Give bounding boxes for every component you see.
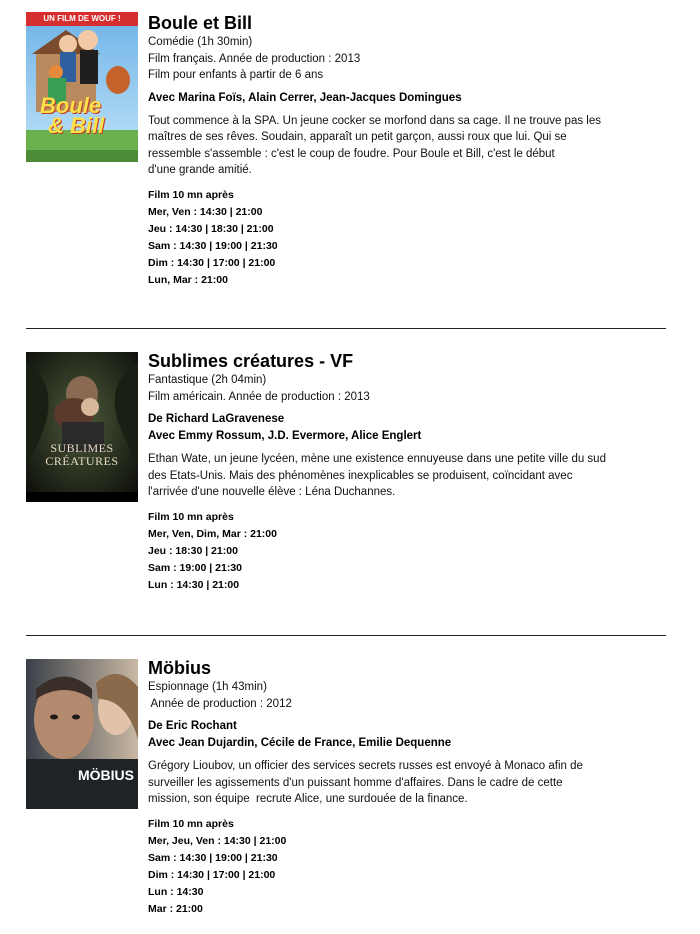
divider <box>26 635 666 636</box>
film-title[interactable]: Möbius <box>148 658 211 678</box>
film-production: Film américain. Année de production : 2013 <box>148 390 370 403</box>
film-director: De Eric Rochant <box>148 720 237 732</box>
poster-tagline: UN FILM DE WOUF ! <box>43 14 121 23</box>
showtime-row: Mer, Ven, Dim, Mar : 21:00 <box>148 527 277 540</box>
film-cast: Avec Jean Dujardin, Cécile de France, Emilie Dequenne <box>148 737 452 749</box>
film-genre: Comédie (1h 30min) <box>148 36 253 48</box>
synopsis-line: l'arrivée d'une nouvelle élève : Léna Duchannes. <box>148 486 396 498</box>
synopsis-line: d'une grande amitié. <box>148 164 252 176</box>
synopsis-line: maîtres de ses rêves. Soudain, apparaît un petit garçon, aussi roux que lui. Qui se <box>148 131 567 143</box>
showtimes-note: Film 10 mn après <box>148 510 234 523</box>
poster-art-icon <box>26 12 138 162</box>
showtime-row: Sam : 14:30 | 19:00 | 21:30 <box>148 239 278 252</box>
synopsis-line: surveiller les agissements d'un puissant homme d'affaires. Dans le cadre de cette <box>148 776 563 789</box>
film-production: Film français. Année de production : 2013 <box>148 52 361 65</box>
poster-image[interactable] <box>26 352 138 502</box>
synopsis-line: mission, son équipe recrute Alice, une surdouée de la finance. <box>148 793 468 805</box>
showtime-row: Lun : 14:30 | 21:00 <box>148 578 240 591</box>
showtimes-note: Film 10 mn après <box>148 188 234 201</box>
showtimes <box>148 187 700 289</box>
poster-image[interactable] <box>26 12 138 162</box>
showtime-row: Dim : 14:30 | 17:00 | 21:00 <box>148 256 276 269</box>
film-synopsis <box>148 451 700 501</box>
film-cast: Avec Marina Foïs, Alain Cerrer, Jean-Jacques Domingues <box>148 91 462 104</box>
poster-logo-line2: & Bill <box>48 113 105 138</box>
film-credits <box>148 718 700 752</box>
poster-logo-line1: SUBLIMES <box>50 441 114 455</box>
film-title[interactable]: Boule et Bill <box>148 13 253 33</box>
film-title[interactable]: Sublimes créatures - VF <box>148 351 354 371</box>
showtime-row: Mar : 21:00 <box>148 902 203 915</box>
showtime-row: Mer, Jeu, Ven : 14:30 | 21:00 <box>148 834 287 847</box>
showtime-row: Lun, Mar : 21:00 <box>148 273 228 286</box>
showtime-row: Jeu : 18:30 | 21:00 <box>148 544 238 557</box>
showtime-row: Lun : 14:30 <box>148 885 204 898</box>
synopsis-line: des Etats-Unis. Mais des phénomènes inexplicables se produisent, coïncidant avec <box>148 469 573 482</box>
film-genre: Espionnage (1h 43min) <box>148 681 267 693</box>
showtime-row: Dim : 14:30 | 17:00 | 21:00 <box>148 868 276 881</box>
synopsis-line: Ethan Wate, un jeune lycéen, mène une existence ennuyeuse dans une petite ville du sud <box>148 453 606 465</box>
showtimes-note: Film 10 mn après <box>148 817 234 830</box>
film-info <box>148 12 700 289</box>
film-production: Année de production : 2012 <box>148 697 292 710</box>
film-info <box>148 350 700 594</box>
film-director: De Richard LaGravenese <box>148 413 285 425</box>
poster-logo: MÖBIUS <box>78 767 134 783</box>
film-synopsis <box>148 758 700 808</box>
film-info <box>148 657 700 918</box>
film-genre: Fantastique (2h 04min) <box>148 374 267 386</box>
showtimes <box>148 816 700 918</box>
film-age-rating: Film pour enfants à partir de 6 ans <box>148 69 324 81</box>
showtime-row: Jeu : 14:30 | 18:30 | 21:00 <box>148 222 274 235</box>
showtime-row: Sam : 14:30 | 19:00 | 21:30 <box>148 851 278 864</box>
film-credits <box>148 411 700 445</box>
synopsis-line: Grégory Lioubov, un officier des services secrets russes est envoyé à Monaco afin de <box>148 760 583 772</box>
poster-logo-line1: Boule <box>40 93 102 118</box>
poster-image[interactable] <box>26 659 138 809</box>
showtime-row: Sam : 19:00 | 21:30 <box>148 561 242 574</box>
showtimes <box>148 509 700 594</box>
poster-art-icon <box>26 659 138 809</box>
poster-logo-line2: CRÉATURES <box>45 454 119 468</box>
synopsis-line: ressemble s'assemble : c'est le coup de foudre. Pour Boule et Bill, c'est le début <box>148 147 555 160</box>
film-cast: Avec Emmy Rossum, J.D. Evermore, Alice Englert <box>148 430 422 442</box>
film-synopsis <box>148 113 700 179</box>
synopsis-line: Tout commence à la SPA. Un jeune cocker se morfond dans sa cage. Il ne trouve pas les <box>148 114 601 127</box>
poster-art-icon <box>26 352 138 502</box>
divider <box>26 328 666 329</box>
showtime-row: Mer, Ven : 14:30 | 21:00 <box>148 205 263 218</box>
